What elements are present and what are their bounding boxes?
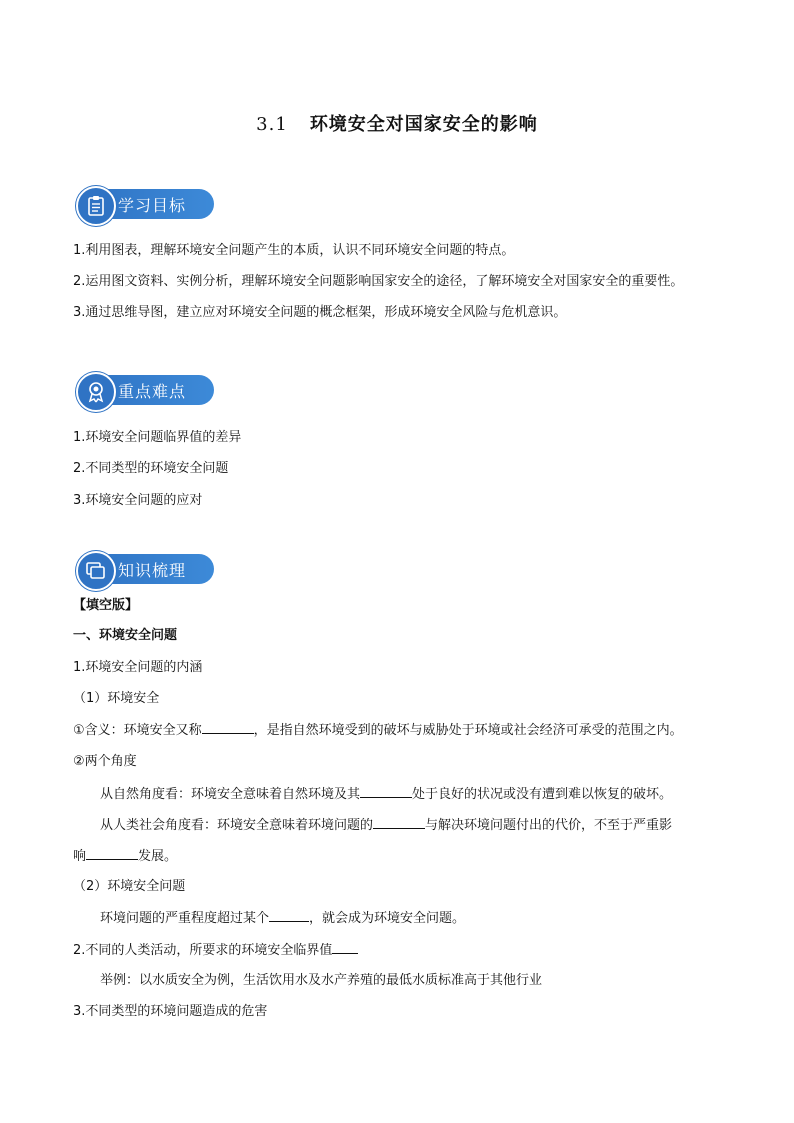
- goal-item-3: 3.通过思维导图，建立应对环境安全问题的概念框架，形成环境安全风险与危机意识。: [73, 305, 567, 320]
- human-text-a: 从人类社会角度看：环境安全意味着环境问题的: [100, 818, 374, 833]
- title-number: 3.1: [256, 114, 288, 135]
- item-2: （2）环境安全问题: [73, 879, 186, 894]
- human-text-b: 与解决环境问题付出的代价，不至于严重影: [425, 818, 673, 833]
- title-text: 环境安全对国家安全的影响: [309, 114, 538, 135]
- meaning-text-b: ，是指自然环境受到的破坏与威胁处于环境或社会经济可承受的范围之内。: [253, 723, 683, 738]
- blank-field[interactable]: [269, 909, 309, 922]
- problem-line: [100, 909, 465, 928]
- subheading-2-text: 2.不同的人类活动，所要求的环境安全临界值: [73, 943, 333, 958]
- key-point-3: 3.环境安全问题的应对: [73, 493, 203, 508]
- goal-item-2: 2.运用图文资料、实例分析，理解环境安全问题影响国家安全的途径，了解环境安全对国家安全的重要性。: [73, 274, 684, 289]
- nature-text-a: 从自然角度看：环境安全意味着自然环境及其: [100, 787, 361, 802]
- key-point-2: 2.不同类型的环境安全问题: [73, 461, 229, 476]
- human-text-d: 发展。: [138, 849, 178, 864]
- banner-label-goals: 学习目标: [118, 196, 187, 215]
- page-title: [0, 110, 794, 136]
- heading-environment-security: 一、环境安全问题: [73, 628, 178, 643]
- subheading-1: 1.环境安全问题的内涵: [73, 660, 203, 675]
- meaning-text-a: ①含义：环境安全又称: [73, 723, 202, 738]
- blank-field[interactable]: [373, 816, 425, 829]
- item-1: （1）环境安全: [73, 691, 160, 706]
- blank-field[interactable]: [332, 941, 358, 954]
- nature-line: [100, 785, 672, 804]
- angles-line: ②两个角度: [73, 754, 137, 769]
- clipboard-icon: [76, 186, 116, 226]
- human-line-cont: [73, 847, 177, 866]
- banner-label-knowledge: 知识梳理: [118, 561, 187, 580]
- key-point-1: 1.环境安全问题临界值的差异: [73, 430, 242, 445]
- goal-item-1: 1.利用图表，理解环境安全问题产生的本质，认识不同环境安全问题的特点。: [73, 243, 515, 258]
- blank-field[interactable]: [360, 785, 412, 798]
- nature-text-b: 处于良好的状况或没有遭到难以恢复的破坏。: [412, 787, 673, 802]
- edition-label: 【填空版】: [73, 598, 139, 613]
- subheading-3: 3.不同类型的环境问题造成的危害: [73, 1004, 268, 1019]
- blank-field[interactable]: [202, 721, 254, 734]
- problem-text-a: 环境问题的严重程度超过某个: [100, 911, 270, 926]
- blank-field[interactable]: [86, 847, 138, 860]
- banner-label-key-points: 重点难点: [118, 382, 187, 401]
- subheading-2: [73, 941, 358, 960]
- human-line: [100, 816, 672, 835]
- meaning-line: [73, 721, 683, 740]
- example-line: 举例：以水质安全为例，生活饮用水及水产养殖的最低水质标准高于其他行业: [100, 973, 543, 988]
- award-ribbon-icon: [76, 372, 116, 412]
- problem-text-b: ，就会成为环境安全问题。: [309, 911, 466, 926]
- human-text-c: 响: [73, 849, 87, 864]
- stacked-cards-icon: [76, 551, 116, 591]
